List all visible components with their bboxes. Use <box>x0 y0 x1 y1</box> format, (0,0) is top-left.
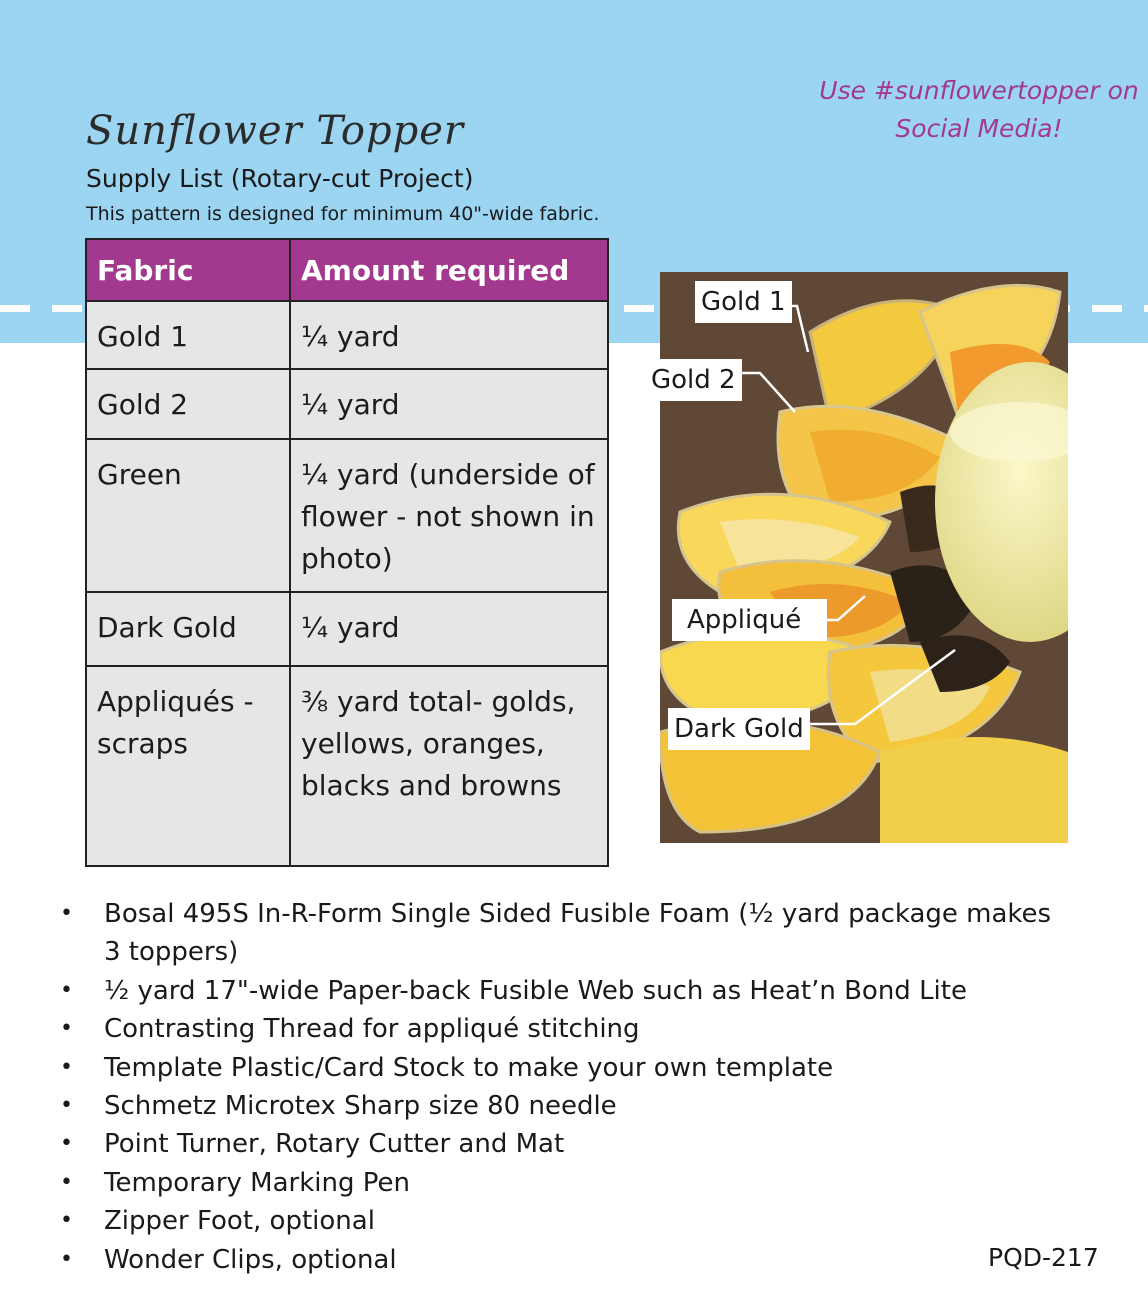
fabric-cell: Appliqués - scraps <box>86 666 290 866</box>
list-item: • Point Turner, Rotary Cutter and Mat <box>60 1125 1060 1163</box>
table-row <box>86 369 608 439</box>
table-row <box>86 301 608 369</box>
hashtag-line1: Use #sunflowertopper on <box>819 76 1139 105</box>
fabric-cell: Gold 2 <box>86 369 290 439</box>
bullet-marker: • <box>60 1054 73 1080</box>
column-header-amount: Amount required <box>290 239 608 301</box>
list-item: • Temporary Marking Pen <box>60 1164 1060 1202</box>
callout-gold1: Gold 1 <box>695 281 792 323</box>
fabric-cell: Gold 1 <box>86 301 290 369</box>
bullet-marker: • <box>60 1208 73 1234</box>
table-row <box>86 666 608 866</box>
table-row <box>86 592 608 666</box>
list-item: • Template Plastic/Card Stock to make your own template <box>60 1049 1060 1087</box>
sunflower-topper-photo <box>660 272 1068 843</box>
list-item: • Schmetz Microtex Sharp size 80 needle <box>60 1087 1060 1125</box>
hashtag-note <box>800 72 1148 148</box>
hashtag-line2: Social Media! <box>895 114 1063 143</box>
list-item: • Wonder Clips, optional <box>60 1241 1060 1279</box>
bullet-marker: • <box>60 1131 73 1157</box>
table-row <box>86 439 608 592</box>
fabric-table <box>85 238 609 867</box>
column-header-fabric: Fabric <box>86 239 290 301</box>
amount-cell: ¼ yard <box>290 301 608 369</box>
supply-list <box>60 895 1060 1279</box>
table-header-row <box>86 239 608 301</box>
page-title: Sunflower Topper <box>86 108 465 154</box>
list-item: • Contrasting Thread for appliqué stitching <box>60 1010 1060 1048</box>
pattern-code: PQD-217 <box>988 1243 1099 1272</box>
bullet-marker: • <box>60 1016 73 1042</box>
bullet-marker: • <box>60 1246 73 1272</box>
bullet-marker: • <box>60 901 73 926</box>
list-item: • Zipper Foot, optional <box>60 1202 1060 1240</box>
list-item: • ½ yard 17"-wide Paper-back Fusible Web such as Heat’n Bond Lite <box>60 972 1060 1010</box>
callout-applique: Appliqué <box>672 599 827 641</box>
bullet-marker: • <box>60 977 73 1003</box>
sunflower-illustration <box>660 272 1068 843</box>
bullet-marker: • <box>60 1169 73 1195</box>
fabric-width-note: This pattern is designed for minimum 40"-wide fabric. <box>86 203 600 225</box>
bullet-marker: • <box>60 1093 73 1119</box>
list-item: • Bosal 495S In-R-Form Single Sided Fusible Foam (½ yard package makes 3 toppers) <box>60 895 1060 972</box>
page-subtitle: Supply List (Rotary-cut Project) <box>86 164 474 193</box>
amount-cell: ⅜ yard total- golds, yellows, oranges, blacks and browns <box>290 666 608 866</box>
amount-cell: ¼ yard <box>290 592 608 666</box>
callout-gold2: Gold 2 <box>645 359 742 401</box>
fabric-cell: Green <box>86 439 290 592</box>
callout-dark-gold: Dark Gold <box>668 708 810 750</box>
amount-cell: ¼ yard <box>290 369 608 439</box>
amount-cell: ¼ yard (underside of flower - not shown in photo) <box>290 439 608 592</box>
fabric-cell: Dark Gold <box>86 592 290 666</box>
